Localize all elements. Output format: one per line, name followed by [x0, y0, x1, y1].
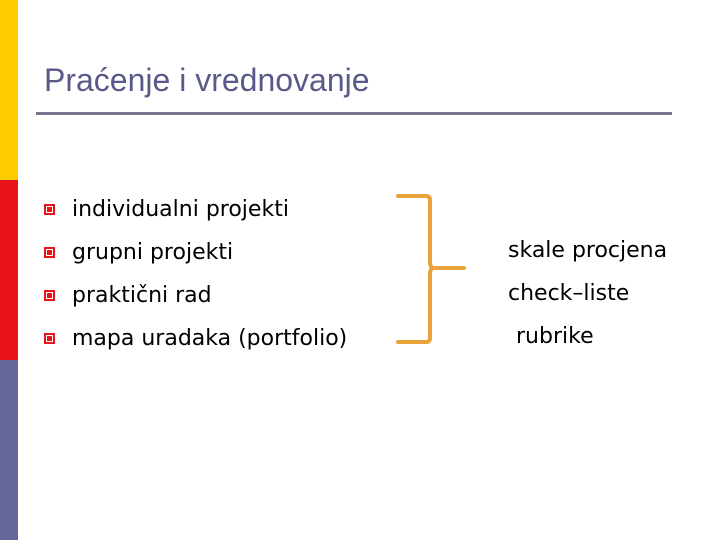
list-item: [44, 194, 289, 224]
square-bullet-icon: [44, 333, 55, 344]
assessment-tool-label: rubrike: [516, 324, 594, 349]
square-bullet-icon: [44, 290, 55, 301]
purple-side-stripe: [0, 360, 18, 540]
list-item-text: grupni projekti: [72, 239, 234, 265]
assessment-tool-label: check–liste: [508, 281, 630, 306]
list-item-text: praktični rad: [72, 282, 212, 308]
square-bullet-icon: [44, 204, 55, 215]
title-underline: [36, 112, 672, 115]
list-item-text: individualni projekti: [72, 196, 289, 222]
list-item: [44, 280, 212, 310]
right-brace-icon: [396, 190, 468, 350]
slide-title: Praćenje i vrednovanje: [44, 62, 370, 98]
list-item-text: mapa uradaka (portfolio): [72, 325, 348, 351]
square-bullet-icon: [44, 247, 55, 258]
assessment-tool-label: skale procjena: [508, 238, 668, 263]
list-item: [44, 237, 233, 267]
red-side-stripe: [0, 180, 18, 360]
yellow-side-stripe: [0, 0, 18, 180]
list-item: [44, 323, 347, 353]
